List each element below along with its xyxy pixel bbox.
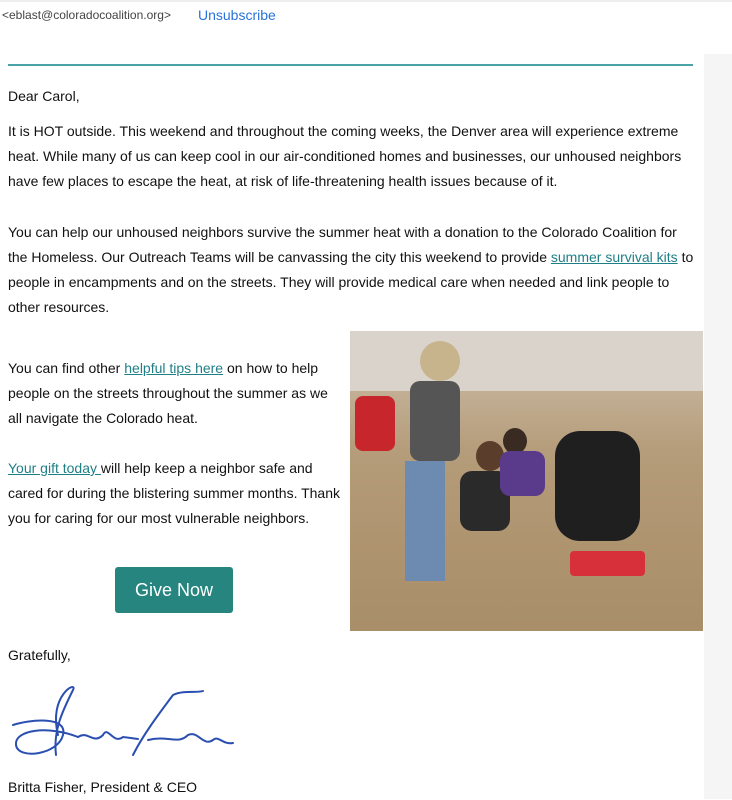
text: on how to help people on the streets throughout the summer as we all navigate the Colorado heat.	[8, 360, 328, 426]
give-now-button[interactable]: Give Now	[115, 567, 233, 613]
unsubscribe-link[interactable]: Unsubscribe	[198, 7, 276, 23]
divider	[8, 64, 693, 66]
text: to people in encampments and on the streets. They will provide medical care when needed and link people to other resources.	[8, 249, 694, 315]
closing: Gratefully,	[8, 647, 71, 663]
sender-address: <eblast@coloradocoalition.org>	[2, 8, 171, 22]
helpful-tips-link[interactable]: helpful tips here	[124, 360, 224, 376]
text: You can help our unhoused neighbors survive the summer heat with a donation to the Colorado Coalition for the Homeless. Our Outreach Teams will be canvassing the city this weekend to provide	[8, 224, 677, 265]
outreach-team-photo	[350, 331, 703, 631]
paragraph-tips	[8, 356, 343, 431]
greeting: Dear Carol,	[8, 88, 80, 104]
your-gift-today-link[interactable]: Your gift today	[8, 460, 101, 476]
signature-graphic	[8, 675, 238, 770]
signoff: Britta Fisher, President & CEO	[8, 779, 198, 795]
side-gutter	[704, 54, 732, 799]
text: will help keep a neighbor safe and cared for during the blistering summer months. Thank you for caring for our most vulnerable neighbors.	[8, 460, 341, 526]
text: You can find other	[8, 360, 125, 376]
summer-survival-kits-link[interactable]: summer survival kits	[550, 249, 678, 265]
photo-illustration	[350, 331, 703, 631]
paragraph-gift	[8, 456, 343, 531]
paragraph-heat-warning: It is HOT outside. This weekend and throughout the coming weeks, the Denver area will experience extreme heat. While many of us can keep cool in our air-conditioned homes and businesses, our unhoused neighbors have few places to escape the heat, at risk of life-threatening health issues because of it.	[8, 123, 682, 189]
top-border	[0, 0, 732, 2]
signature	[8, 675, 238, 775]
paragraph-donation	[8, 220, 698, 320]
